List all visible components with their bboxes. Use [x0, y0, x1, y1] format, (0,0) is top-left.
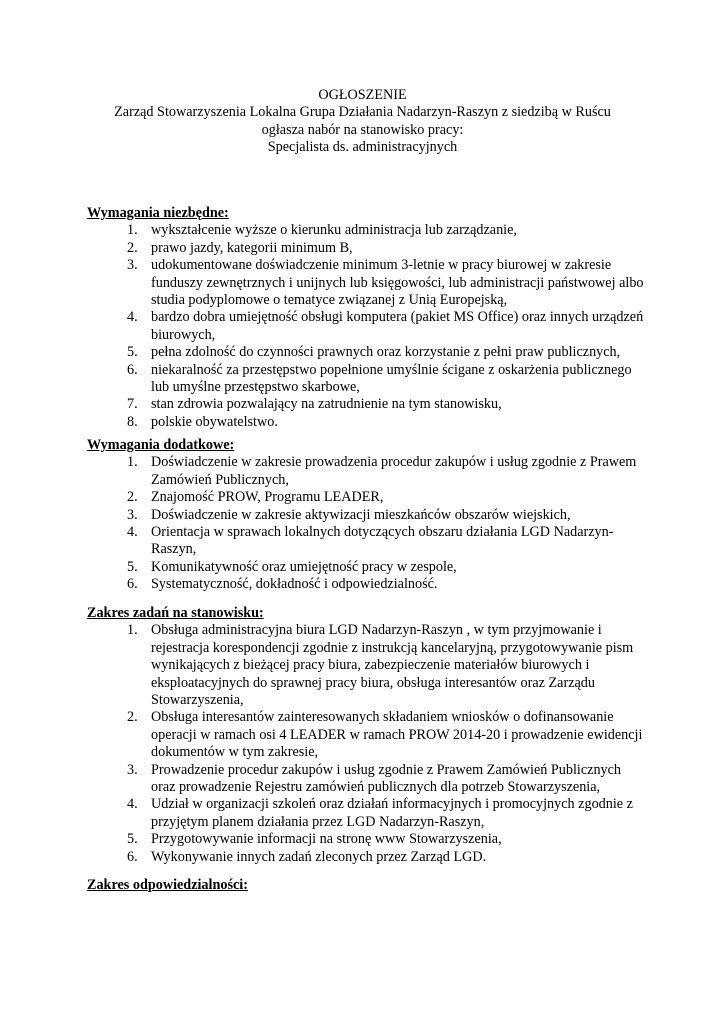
- item-text: Obsługa administracyjna biura LGD Nadarzyn-Raszyn , w tym przyjmowanie i rejestracja korespondencji zgodnie z instrukcją kancelaryjną, przygotowywanie pism wynikających z bieżącej pracy biura, zabezpieczenie materiałów biurowych i eksploatacyjnych do sprawnej pracy biura, obsługa interesantów oraz Zarządu Stowarzyszenia,: [151, 622, 634, 709]
- list-item: [87, 454, 647, 489]
- list-item: [87, 622, 647, 709]
- list-item: [87, 240, 647, 257]
- item-text: polskie obywatelstwo.: [151, 413, 278, 430]
- item-number: 3.: [127, 761, 138, 778]
- item-number: 1.: [127, 622, 138, 639]
- item-text: wykształcenie wyższe o kierunku administracja lub zarządzanie,: [151, 222, 517, 239]
- list-item: [87, 396, 647, 413]
- duties-list: [87, 622, 647, 866]
- item-text: Obsługa interesantów zainteresowanych składaniem wniosków o dofinansowanie operacji w ramach osi 4 LEADER w ramach PROW 2014-20 i prowadzenie ewidencji dokumentów w tym zakresie,: [151, 709, 643, 761]
- announcement-header: [0, 87, 725, 157]
- item-text: Prowadzenie procedur zakupów i usług zgodnie z Prawem Zamówień Publicznych oraz prowadzenie Rejestru zamówień publicznych dla potrzeb Stowarzyszenia,: [151, 761, 622, 796]
- item-text: Systematyczność, dokładność i odpowiedzialność.: [151, 576, 438, 593]
- list-item: [87, 831, 647, 848]
- section-title: Zakres zadań na stanowisku:: [87, 605, 264, 621]
- section-title: Wymagania niezbędne:: [87, 205, 229, 221]
- position-title: Specjalista ds. administracyjnych: [267, 139, 458, 156]
- item-text: niekaralność za przestępstwo popełnione umyślnie ścigane z oskarżenia publicznego lub umyślne przestępstwo skarbowe,: [151, 361, 632, 396]
- list-item: [87, 414, 647, 431]
- item-number: 6.: [127, 848, 138, 865]
- item-number: 2.: [127, 489, 138, 506]
- list-item: [87, 257, 647, 309]
- section-title: Zakres odpowiedzialności:: [87, 877, 248, 893]
- list-item: [87, 344, 647, 361]
- list-item: [87, 576, 647, 593]
- item-text: bardzo dobra umiejętność obsługi komputera (pakiet MS Office) oraz innych urządzeń biurowych,: [151, 309, 644, 343]
- item-number: 3.: [127, 257, 138, 274]
- list-item: [87, 362, 647, 397]
- list-item: [87, 709, 647, 761]
- item-text: Znajomość PROW, Programu LEADER,: [151, 489, 384, 506]
- item-number: 6.: [127, 361, 138, 378]
- list-item: [87, 849, 647, 866]
- item-number: 4.: [127, 524, 138, 541]
- item-text: stan zdrowia pozwalający na zatrudnienie na tym stanowisku,: [151, 396, 502, 413]
- section-duties: [87, 605, 647, 866]
- item-text: Komunikatywność oraz umiejętność pracy w zespole,: [151, 558, 457, 575]
- additional-requirements-list: [87, 454, 647, 593]
- item-number: 5.: [127, 558, 138, 575]
- item-number: 8.: [127, 413, 138, 430]
- list-item: [87, 524, 647, 559]
- item-number: 2.: [127, 709, 138, 726]
- list-item: [87, 309, 647, 344]
- item-text: Doświadczenie w zakresie aktywizacji mieszkańców obszarów wiejskich,: [151, 506, 571, 523]
- requirements-list: [87, 222, 647, 431]
- list-item: [87, 559, 647, 576]
- item-text: Przygotowywanie informacji na stronę www Stowarzyszenia,: [151, 831, 502, 848]
- item-number: 4.: [127, 796, 138, 813]
- recruitment-line: ogłasza nabór na stanowisko pracy:: [261, 121, 464, 138]
- item-number: 2.: [127, 239, 138, 256]
- section-additional: [87, 437, 647, 594]
- item-number: 7.: [127, 396, 138, 413]
- section-title: Wymagania dodatkowe:: [87, 437, 235, 453]
- item-text: pełna zdolność do czynności prawnych oraz korzystanie z pełni praw publicznych,: [151, 344, 621, 361]
- item-number: 3.: [127, 506, 138, 523]
- section-required: [87, 205, 647, 431]
- item-number: 4.: [127, 309, 138, 326]
- item-text: Orientacja w sprawach lokalnych dotyczących obszaru działania LGD Nadarzyn-Raszyn,: [151, 524, 614, 558]
- list-item: [87, 222, 647, 239]
- item-number: 5.: [127, 344, 138, 361]
- list-item: [87, 507, 647, 524]
- list-item: [87, 796, 647, 831]
- announcement-title: OGŁOSZENIE: [318, 87, 407, 103]
- list-item: [87, 762, 647, 797]
- item-number: 1.: [127, 222, 138, 239]
- list-item: [87, 489, 647, 506]
- item-number: 5.: [127, 831, 138, 848]
- item-number: 6.: [127, 576, 138, 593]
- item-text: prawo jazdy, kategorii minimum B,: [151, 239, 353, 256]
- item-text: Wykonywanie innych zadań zleconych przez Zarząd LGD.: [151, 848, 487, 865]
- item-text: Doświadczenie w zakresie prowadzenia procedur zakupów i usług zgodnie z Prawem Zamówień Publicznych,: [151, 454, 637, 488]
- item-text: udokumentowane doświadczenie minimum 3-letnie w pracy biurowej w zakresie funduszy zewnętrznych i unijnych lub księgowości, lub administracji państwowej albo studia podyplomowe o tematyce związanej z Unią Europejską,: [151, 257, 644, 309]
- item-number: 1.: [127, 454, 138, 471]
- item-text: Udział w organizacji szkoleń oraz działań informacyjnych i promocyjnych zgodnie z przyjętym planem działania przez LGD Nadarzyn-Raszyn,: [151, 796, 633, 830]
- organization-line: Zarząd Stowarzyszenia Lokalna Grupa Działania Nadarzyn-Raszyn z siedzibą w Ruścu: [114, 104, 611, 121]
- section-responsibility: [87, 877, 647, 894]
